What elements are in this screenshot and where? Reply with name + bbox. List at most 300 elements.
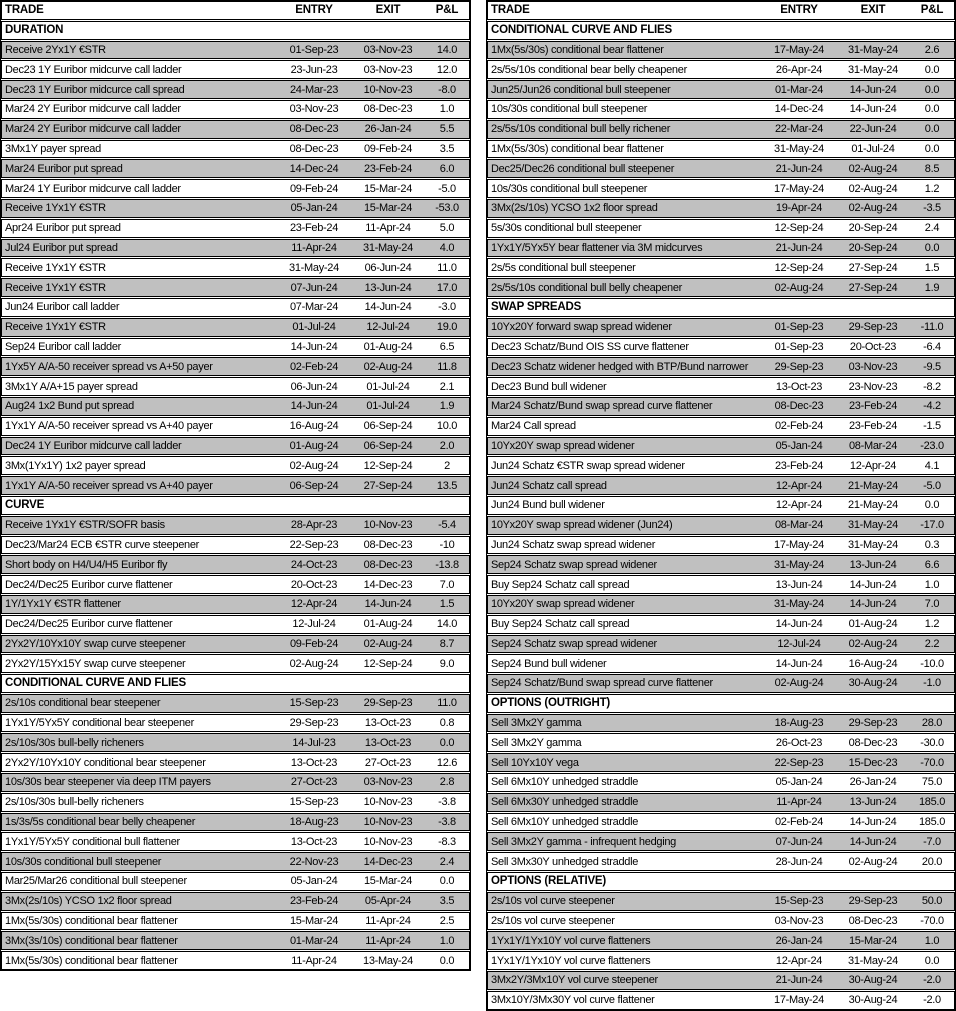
pnl-cell: 0.0 [924,954,940,967]
trade-cell: Dec24 1Y Euribor midcurve call ladder [5,439,182,452]
table-row [1,832,470,851]
exit-cell: 12-Apr-24 [849,459,897,472]
table-row [487,476,955,495]
trade-cell: 1Mx(5s/30s) conditional bear flattener [5,954,178,967]
table-row [1,100,470,119]
pnl-column-header: P&L [920,4,944,17]
pnl-cell: 9.0 [439,657,455,670]
entry-cell: 31-May-24 [774,598,824,611]
section-title: DURATION [5,24,64,37]
entry-cell: 02-Aug-24 [774,281,824,294]
exit-cell: 03-Nov-23 [363,776,413,789]
table-row [487,555,955,574]
trades-table-right [486,0,956,1011]
table-row [1,140,470,159]
pnl-cell: 11.8 [437,360,457,373]
trade-cell: 2s/10s conditional bear steepener [5,697,161,710]
pnl-cell: 0.0 [439,736,455,749]
section-title: SWAP SPREADS [491,301,582,314]
table-row [487,912,955,931]
trade-cell: Sell 3Mx2Y gamma [491,717,582,730]
exit-cell: 08-Mar-24 [848,439,898,452]
entry-cell: 14-Dec-24 [774,103,824,116]
table-row [487,832,955,851]
exit-cell: 08-Dec-23 [363,558,413,571]
entry-cell: 31-May-24 [774,142,824,155]
exit-cell: 31-May-24 [363,241,413,254]
table-row [1,753,470,772]
trade-cell: Dec25/Dec26 conditional bull steepener [491,162,675,175]
exit-cell: 02-Aug-24 [848,637,898,650]
trade-cell: 2s/10s vol curve steepener [491,915,615,928]
entry-cell: 08-Dec-23 [289,142,339,155]
trade-cell: Dec23 Bund bull widener [491,380,607,393]
table-row [1,377,470,396]
table-row [487,793,955,812]
table-row [487,496,955,515]
exit-cell: 31-May-24 [848,43,898,56]
table-row [1,694,470,713]
entry-cell: 01-Sep-23 [774,321,824,334]
pnl-cell: -13.8 [435,558,459,571]
exit-cell: 31-May-24 [848,519,898,532]
section-header-row [487,872,955,891]
exit-cell: 29-Sep-23 [848,717,898,730]
entry-cell: 17-May-24 [774,994,824,1007]
pnl-cell: -70.0 [920,915,944,928]
exit-cell: 13-Jun-24 [849,558,897,571]
pnl-cell: 50.0 [921,895,943,908]
exit-column-header: EXIT [860,4,886,17]
trade-cell: 3Mx1Y A/A+15 payer spread [5,380,138,393]
trade-cell: Dec23 Schatz widener hedged with BTP/Bund narrower [491,360,749,373]
trade-cell: Jun24 Schatz €STR swap spread widener [491,459,685,472]
pnl-cell: 6.5 [439,340,455,353]
entry-column-header: ENTRY [780,4,818,17]
entry-cell: 07-Jun-24 [775,835,823,848]
pnl-cell: -7.0 [923,835,941,848]
table-row [1,951,470,970]
table-row [1,318,470,337]
trade-cell: Sell 6Mx10Y unhedged straddle [491,776,639,789]
table-row [487,773,955,792]
entry-cell: 22-Sep-23 [289,538,339,551]
table-row [487,41,955,60]
pnl-cell: 6.0 [439,162,455,175]
table-row [1,437,470,456]
table-row [1,278,470,297]
trade-cell: 1Mx(5s/30s) conditional bear flattener [491,142,664,155]
exit-cell: 14-Jun-24 [849,83,897,96]
table-row [487,635,955,654]
pnl-cell: 1.0 [924,934,940,947]
exit-cell: 10-Nov-23 [363,83,413,96]
trade-cell: Sep24 Schatz swap spread widener [491,637,657,650]
exit-cell: 14-Jun-24 [849,816,897,829]
entry-cell: 26-Jan-24 [775,934,823,947]
table-row [1,536,470,555]
entry-cell: 18-Aug-23 [774,717,824,730]
exit-cell: 29-Sep-23 [848,321,898,334]
entry-cell: 15-Sep-23 [289,796,339,809]
pnl-cell: 5.5 [439,123,455,136]
exit-cell: 01-Aug-24 [363,618,413,631]
table-row [487,278,955,297]
trade-cell: Mar24 Euribor put spread [5,162,123,175]
table-row [487,437,955,456]
entry-cell: 15-Sep-23 [289,697,339,710]
trade-cell: 1Mx(5s/30s) conditional bear flattener [5,915,178,928]
table-row [487,615,955,634]
pnl-cell: 19.0 [436,321,458,334]
exit-cell: 23-Feb-24 [848,420,898,433]
pnl-cell: 1.2 [924,618,940,631]
entry-cell: 12-Jul-24 [292,618,336,631]
trade-cell: 10Yx20Y swap spread widener (Jun24) [491,519,673,532]
section-header-row [487,298,955,317]
entry-cell: 12-Sep-24 [774,222,824,235]
exit-cell: 30-Aug-24 [848,677,898,690]
pnl-cell: 10.0 [436,420,458,433]
exit-cell: 13-Oct-23 [364,717,412,730]
pnl-cell: -5.4 [438,519,456,532]
exit-cell: 29-Sep-23 [848,895,898,908]
entry-cell: 18-Aug-23 [289,816,339,829]
pnl-cell: 28.0 [921,717,943,730]
entry-cell: 02-Aug-24 [289,459,339,472]
entry-cell: 03-Nov-23 [774,915,824,928]
exit-cell: 01-Aug-24 [848,618,898,631]
pnl-cell: 2.2 [924,637,940,650]
section-title: CONDITIONAL CURVE AND FLIES [491,24,672,37]
entry-cell: 27-Oct-23 [290,776,338,789]
exit-cell: 14-Dec-23 [363,855,413,868]
table-row [1,120,470,139]
exit-cell: 02-Aug-24 [363,360,413,373]
entry-cell: 08-Mar-24 [774,519,824,532]
entry-cell: 13-Jun-24 [775,578,823,591]
pnl-cell: -8.2 [923,380,941,393]
trade-cell: Dec24/Dec25 Euribor curve flattener [5,578,173,591]
entry-cell: 12-Apr-24 [290,598,338,611]
trade-cell: 2s/5s conditional bull steepener [491,261,636,274]
trade-cell: Sell 3Mx30Y unhedged straddle [491,855,639,868]
pnl-cell: -9.5 [923,360,941,373]
exit-cell: 13-Oct-23 [364,736,412,749]
entry-cell: 05-Jan-24 [775,439,823,452]
section-title: OPTIONS (RELATIVE) [491,875,607,888]
exit-cell: 12-Sep-24 [363,657,413,670]
exit-cell: 01-Jul-24 [851,142,895,155]
exit-cell: 02-Aug-24 [848,182,898,195]
table-row [487,991,955,1010]
entry-cell: 12-Apr-24 [775,479,823,492]
entry-cell: 02-Aug-24 [774,677,824,690]
entry-cell: 12-Jul-24 [777,637,821,650]
entry-cell: 22-Mar-24 [774,123,824,136]
pnl-cell: 13.5 [436,479,458,492]
table-row [487,338,955,357]
table-row [1,397,470,416]
exit-cell: 01-Jul-24 [366,400,410,413]
exit-cell: 16-Aug-24 [848,657,898,670]
trade-cell: Aug24 1x2 Bund put spread [5,400,134,413]
table-row [487,931,955,950]
pnl-cell: 6.6 [924,558,940,571]
trade-cell: Sep24 Euribor call ladder [5,340,122,353]
trade-cell: Sep24 Schatz/Bund swap spread curve flattener [491,677,713,690]
pnl-cell: -8.3 [438,835,456,848]
table-row [1,239,470,258]
trade-cell: Jun25/Jun26 conditional bull steepener [491,83,671,96]
entry-cell: 29-Sep-23 [774,360,824,373]
pnl-cell: -23.0 [920,439,944,452]
trade-cell: 1Yx5Y A/A-50 receiver spread vs A+50 payer [5,360,213,373]
trade-cell: 1Mx(5s/30s) conditional bear flattener [491,43,664,56]
section-header-row [1,21,470,40]
pnl-cell: -3.8 [438,816,456,829]
trade-cell: Dec23 1Y Euribor midcurve call ladder [5,63,182,76]
trade-cell: 2s/5s/10s conditional bull belly cheapener [491,281,683,294]
pnl-cell: -5.0 [438,182,456,195]
table-header-row [1,1,470,20]
exit-cell: 03-Nov-23 [848,360,898,373]
entry-cell: 12-Apr-24 [775,499,823,512]
pnl-cell: -70.0 [920,756,944,769]
entry-cell: 12-Sep-24 [774,261,824,274]
exit-cell: 14-Jun-24 [364,301,412,314]
table-row [1,595,470,614]
exit-cell: 08-Dec-23 [363,103,413,116]
exit-cell: 21-May-24 [848,499,898,512]
pnl-cell: 4.0 [439,241,455,254]
exit-cell: 10-Nov-23 [363,835,413,848]
table-row [1,813,470,832]
exit-cell: 02-Aug-24 [848,855,898,868]
pnl-cell: -8.0 [438,83,456,96]
exit-cell: 01-Jul-24 [366,380,410,393]
entry-cell: 23-Jun-23 [290,63,338,76]
entry-cell: 24-Oct-23 [290,558,338,571]
entry-cell: 02-Feb-24 [289,360,339,373]
pnl-cell: 7.0 [439,578,455,591]
table-row [1,555,470,574]
entry-cell: 13-Oct-23 [290,835,338,848]
exit-cell: 14-Dec-23 [363,578,413,591]
exit-cell: 01-Aug-24 [363,340,413,353]
section-title: OPTIONS (OUTRIGHT) [491,697,611,710]
pnl-cell: 185.0 [918,816,946,829]
table-row [1,41,470,60]
table-row [1,872,470,891]
pnl-cell: 1.0 [439,934,455,947]
trade-cell: 10Yx20Y swap spread widener [491,598,635,611]
table-row [1,714,470,733]
table-row [1,654,470,673]
exit-cell: 26-Jan-24 [364,123,412,136]
entry-cell: 21-Jun-24 [775,974,823,987]
entry-cell: 05-Jan-24 [290,202,338,215]
section-header-row [1,496,470,515]
exit-cell: 15-Mar-24 [848,934,898,947]
exit-cell: 06-Jun-24 [364,261,412,274]
pnl-cell: 0.0 [439,875,455,888]
trade-cell: 10s/30s conditional bull steepener [491,103,648,116]
exit-cell: 27-Sep-24 [363,479,413,492]
table-row [1,80,470,99]
pnl-cell: 1.9 [439,400,455,413]
trade-cell: 10Yx20Y forward swap spread widener [491,321,672,334]
entry-cell: 23-Feb-24 [289,222,339,235]
table-row [487,159,955,178]
pnl-cell: 0.3 [924,538,940,551]
table-row [487,80,955,99]
section-header-row [487,694,955,713]
pnl-cell: 1.0 [924,578,940,591]
table-row [1,179,470,198]
entry-cell: 26-Apr-24 [775,63,823,76]
trade-cell: 1Yx1Y/1Yx10Y vol curve flatteners [491,954,651,967]
table-row [487,239,955,258]
trade-column-header: TRADE [5,4,44,17]
entry-cell: 17-May-24 [774,182,824,195]
table-row [487,258,955,277]
entry-cell: 05-Jan-24 [290,875,338,888]
trade-cell: Sell 6Mx10Y unhedged straddle [491,816,639,829]
entry-cell: 14-Jun-24 [290,400,338,413]
exit-cell: 03-Nov-23 [363,43,413,56]
exit-cell: 08-Dec-23 [363,538,413,551]
pnl-cell: -3.5 [923,202,941,215]
pnl-cell: 1.5 [924,261,940,274]
trade-cell: Buy Sep24 Schatz call spread [491,618,630,631]
table-row [487,753,955,772]
pnl-cell: -2.0 [923,974,941,987]
table-row [1,793,470,812]
trade-cell: Jun24 Bund bull widener [491,499,605,512]
entry-cell: 07-Mar-24 [289,301,339,314]
pnl-cell: 0.0 [924,83,940,96]
table-row [487,575,955,594]
exit-cell: 31-May-24 [848,954,898,967]
exit-cell: 20-Sep-24 [848,241,898,254]
entry-cell: 11-Apr-24 [291,954,337,967]
pnl-cell: 2.4 [439,855,455,868]
exit-column-header: EXIT [375,4,401,17]
pnl-cell: -17.0 [920,519,944,532]
exit-cell: 22-Jun-24 [849,123,897,136]
pnl-cell: 0.8 [439,717,455,730]
entry-cell: 03-Nov-23 [289,103,339,116]
exit-cell: 31-May-24 [848,63,898,76]
pnl-cell: 1.9 [924,281,940,294]
exit-cell: 02-Aug-24 [848,162,898,175]
trade-cell: 1Y/1Yx1Y €STR flattener [5,598,121,611]
pnl-cell: -3.8 [438,796,456,809]
entry-cell: 23-Feb-24 [289,895,339,908]
table-row [1,575,470,594]
table-row [487,219,955,238]
entry-cell: 07-Jun-24 [290,281,338,294]
table-row [487,397,955,416]
entry-cell: 19-Apr-24 [775,202,823,215]
trade-cell: Receive 1Yx1Y €STR [5,281,106,294]
exit-cell: 23-Nov-23 [848,380,898,393]
table-row [1,733,470,752]
entry-cell: 23-Feb-24 [774,459,824,472]
table-row [1,357,470,376]
trade-cell: Receive 2Yx1Y €STR [5,43,106,56]
pnl-cell: 3.5 [439,895,455,908]
trade-cell: 3Mx(2s/10s) YCSO 1x2 floor spread [5,895,172,908]
exit-cell: 14-Jun-24 [849,103,897,116]
entry-cell: 28-Jun-24 [775,855,823,868]
exit-cell: 08-Dec-23 [848,915,898,928]
entry-cell: 15-Sep-23 [774,895,824,908]
exit-cell: 10-Nov-23 [363,816,413,829]
pnl-cell: 185.0 [918,796,946,809]
table-row [487,714,955,733]
exit-cell: 31-May-24 [848,538,898,551]
pnl-cell: 7.0 [924,598,940,611]
section-title: CONDITIONAL CURVE AND FLIES [5,677,186,690]
pnl-cell: 2 [444,459,450,472]
pnl-cell: -10 [439,538,455,551]
pnl-cell: 17.0 [436,281,458,294]
table-row [487,536,955,555]
trade-cell: 10s/30s conditional bull steepener [491,182,648,195]
table-row [1,635,470,654]
exit-cell: 10-Nov-23 [363,519,413,532]
trade-cell: Jun24 Schatz call spread [491,479,607,492]
trade-cell: Sep24 Bund bull widener [491,657,607,670]
trade-cell: 1Yx1Y A/A-50 receiver spread vs A+40 payer [5,420,213,433]
entry-cell: 14-Jul-23 [292,736,336,749]
pnl-cell: -6.4 [923,340,941,353]
table-row [1,417,470,436]
entry-cell: 06-Sep-24 [289,479,339,492]
entry-cell: 01-Aug-24 [289,439,339,452]
pnl-cell: -1.5 [923,420,941,433]
trade-cell: Receive 1Yx1Y €STR [5,202,106,215]
entry-cell: 14-Jun-24 [290,340,338,353]
table-row [1,159,470,178]
table-row [487,100,955,119]
entry-cell: 05-Jan-24 [775,776,823,789]
table-row [487,179,955,198]
exit-cell: 09-Feb-24 [363,142,413,155]
exit-cell: 15-Mar-24 [363,202,413,215]
trade-cell: Buy Sep24 Schatz call spread [491,578,630,591]
pnl-cell: 2.6 [924,43,940,56]
entry-cell: 09-Feb-24 [289,637,339,650]
table-row [1,258,470,277]
trade-cell: 3Mx(2s/10s) YCSO 1x2 floor spread [491,202,658,215]
trade-cell: Receive 1Yx1Y €STR [5,261,106,274]
pnl-cell: 0.0 [924,499,940,512]
entry-cell: 01-Sep-23 [774,340,824,353]
exit-cell: 15-Dec-23 [848,756,898,769]
trade-cell: Jun24 Euribor call ladder [5,301,120,314]
pnl-cell: 8.7 [439,637,455,650]
trade-cell: Mar24 Call spread [491,420,576,433]
trade-cell: Jul24 Euribor put spread [5,241,118,254]
trade-cell: Dec23/Mar24 ECB €STR curve steepener [5,538,200,551]
table-row [487,892,955,911]
table-row [1,773,470,792]
trade-cell: Sep24 Schatz swap spread widener [491,558,657,571]
trade-cell: 3Mx2Y/3Mx10Y vol curve steepener [491,974,658,987]
